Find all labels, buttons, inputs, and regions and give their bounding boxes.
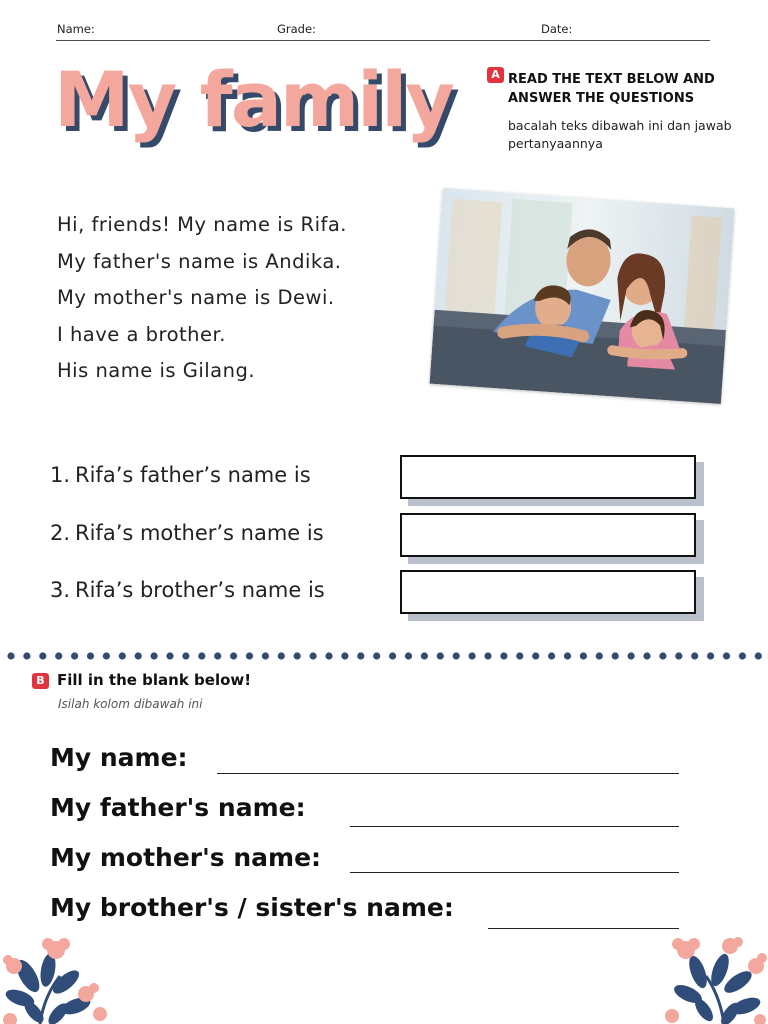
story-line: I have a brother. (57, 322, 226, 346)
divider-dot (23, 652, 30, 659)
question-number: 2. (50, 521, 71, 545)
fill-line-sibling-name[interactable] (488, 928, 679, 929)
divider-dot (723, 652, 730, 659)
divider-dot (55, 652, 62, 659)
divider-dot (151, 652, 158, 659)
divider-dot (469, 652, 476, 659)
divider-dot (166, 652, 173, 659)
answer-box[interactable] (400, 570, 696, 614)
question-1 (50, 455, 710, 499)
divider-dot (691, 652, 698, 659)
question-text: Rifa’s brother’s name is (75, 578, 325, 602)
section-a-instruction-local: bacalah teks dibawah ini dan jawab pertanyaannya (508, 118, 732, 151)
family-photo (430, 188, 735, 404)
section-b-instruction: Fill in the blank below! (57, 671, 252, 689)
question-3 (50, 570, 710, 614)
divider-dot (182, 652, 189, 659)
divider-dot (453, 652, 460, 659)
question-2 (50, 513, 710, 557)
fill-line-father-name[interactable] (350, 826, 679, 827)
divider-dot (500, 652, 507, 659)
divider-dot (325, 652, 332, 659)
divider-dot (103, 652, 110, 659)
divider-dot (564, 652, 571, 659)
header-rule (56, 40, 710, 41)
divider-dot (707, 652, 714, 659)
divider-dot (7, 652, 14, 659)
fill-line-my-name[interactable] (217, 773, 679, 774)
divider-dot (230, 652, 237, 659)
answer-box[interactable] (400, 513, 696, 557)
flower-left-icon (0, 936, 120, 1024)
divider-dot (373, 652, 380, 659)
story-text (57, 210, 347, 393)
divider-dot (675, 652, 682, 659)
question-number: 3. (50, 578, 71, 602)
fill-label-my-name: My name: (50, 743, 188, 772)
question-text: Rifa’s mother’s name is (75, 521, 324, 545)
question-text: Rifa’s father’s name is (75, 463, 311, 487)
divider-dot (484, 652, 491, 659)
date-label: Date: (541, 22, 573, 36)
fill-line-mother-name[interactable] (350, 872, 679, 873)
divider-dot (310, 652, 317, 659)
divider-dot (739, 652, 746, 659)
story-line: Hi, friends! My name is Rifa. (57, 213, 348, 236)
section-b-badge: B (32, 673, 49, 689)
divider-dot (278, 652, 285, 659)
divider-dot (628, 652, 635, 659)
answer-box[interactable] (400, 455, 696, 499)
divider-dot (437, 652, 444, 659)
divider-dot (262, 652, 269, 659)
question-number: 1. (50, 463, 71, 487)
fill-label-mother-name: My mother's name: (50, 843, 322, 872)
divider-dot (659, 652, 666, 659)
divider-dot (214, 652, 221, 659)
divider-dot (357, 652, 364, 659)
divider-dot (405, 652, 412, 659)
name-label: Name: (57, 22, 95, 36)
divider-dot (341, 652, 348, 659)
divider-dot (389, 652, 396, 659)
flower-right-icon (664, 936, 768, 1024)
divider-dot (119, 652, 126, 659)
divider-dot (294, 652, 301, 659)
divider-dot (87, 652, 94, 659)
divider-dot (421, 652, 428, 659)
divider-dot (612, 652, 619, 659)
divider-dot (516, 652, 523, 659)
divider-dot (643, 652, 650, 659)
divider-dot (198, 652, 205, 659)
dotted-divider (7, 650, 765, 662)
section-a-instruction: READ THE TEXT BELOW AND ANSWER THE QUESTIONS (508, 72, 715, 106)
story-line: His name is Gilang. (57, 359, 256, 382)
divider-dot (39, 652, 46, 659)
divider-dot (755, 652, 762, 659)
fill-label-sibling-name: My brother's / sister's name: (50, 893, 454, 922)
grade-label: Grade: (277, 22, 316, 36)
divider-dot (532, 652, 539, 659)
fill-label-father-name: My father's name: (50, 793, 306, 822)
divider-dot (246, 652, 253, 659)
page-title: My family (54, 55, 453, 144)
family-photo-art (430, 188, 735, 404)
divider-dot (596, 652, 603, 659)
divider-dot (71, 652, 78, 659)
section-a-badge: A (487, 67, 504, 83)
divider-dot (135, 652, 142, 659)
divider-dot (580, 652, 587, 659)
divider-dot (548, 652, 555, 659)
story-line: My father's name is Andika. (57, 249, 342, 273)
section-b-instruction-local: Isilah kolom dibawah ini (58, 697, 203, 711)
story-line: My mother's name is Dewi. (57, 286, 335, 309)
